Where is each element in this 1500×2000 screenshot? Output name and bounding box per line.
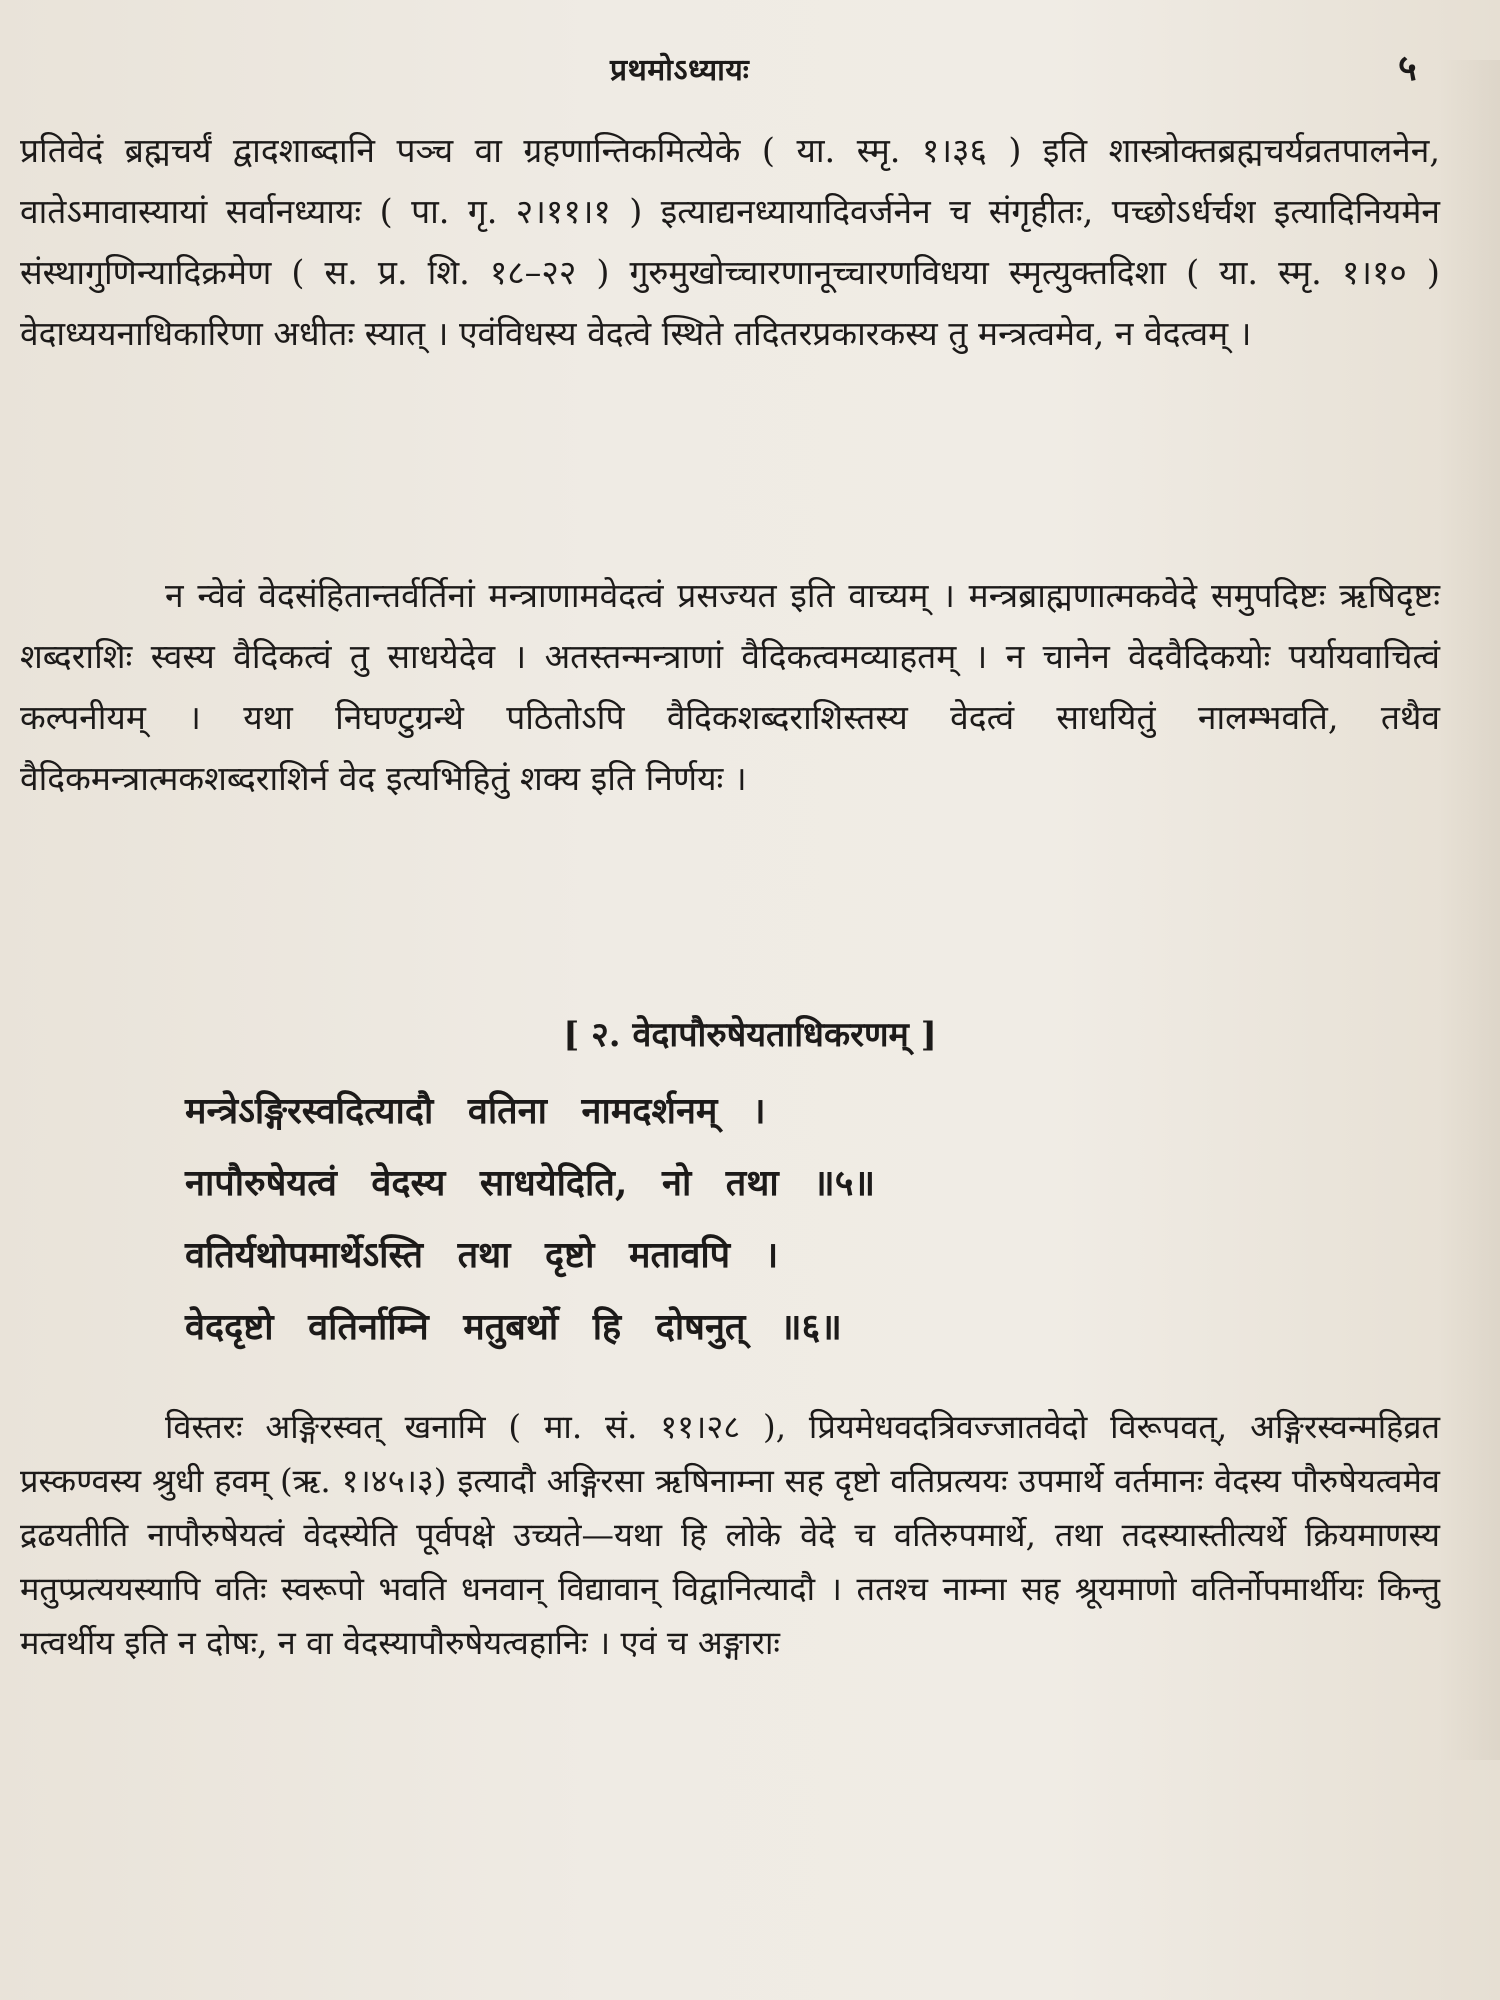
page-edge-shadow xyxy=(1440,60,1500,1760)
verse-line: नापौरुषेयत्वं वेदस्य साधयेदिति, नो तथा ॥५॥ xyxy=(185,1162,876,1204)
running-head: प्रथमोऽध्यायः xyxy=(610,53,750,88)
verse-line: वेददृष्टो वतिर्नाम्नि मतुबर्थो हि दोषनुत् ॥६॥ xyxy=(185,1306,842,1348)
verse-line: मन्त्रेऽङ्गिरस्वदित्यादौ वतिना नामदर्शनम् । xyxy=(185,1090,766,1132)
page-header xyxy=(0,38,1500,108)
verse-block xyxy=(185,1075,1365,1363)
paragraph-brahmacharya: प्रतिवेदं ब्रह्मचर्यं द्वादशाब्दानि पञ्च वा ग्रहणान्तिकमित्येके ( या. स्मृ. १।३६ ) इति शास्त्रोक्तब्रह्मचर्यव्रतपालनेन, वातेऽमावास्यायां सर्वानध्यायः ( पा. गृ. २।११।१ ) इत्याद्यनध्यायादिवर्जनेन च संगृहीतः, पच्छोऽर्धर्चश इत्यादिनियमेन संस्थागुणिन्यादिक्रमेण ( स. प्र. शि. १८–२२ ) गुरुमुखोच्चारणानूच्चारणविधया स्मृत्युक्तदिशा ( या. स्मृ. १।१० ) वेदाध्ययनाधिकारिणा अधीतः स्यात् । एवंविधस्य वेदत्वे स्थिते तदितरप्रकारकस्य तु मन्त्रत्वमेव, न वेदत्वम् । xyxy=(20,131,1440,353)
paragraph-mantra-veda: न न्वेवं वेदसंहितान्तर्वर्तिनां मन्त्राणामवेदत्वं प्रसज्यत इति वाच्यम् । मन्त्रब्राह्मणात्मकवेदे समुपदिष्टः ऋषिदृष्टः शब्दराशिः स्वस्य वैदिकत्वं तु साधयेदेव । अतस्तन्मन्त्राणां वैदिकत्वमव्याहतम् । न चानेन वेदवैदिकयोः पर्यायवाचित्वं कल्पनीयम् । यथा निघण्टुग्रन्थे पठितोऽपि वैदिकशब्दराशिस्तस्य वेदत्वं साधयितुं नालम्भवति, तथैव वैदिकमन्त्रात्मकशब्दराशिर्न वेद इत्यभिहितुं शक्य इति निर्णयः । xyxy=(20,576,1440,798)
verse-line: वतिर्यथोपमार्थेऽस्ति तथा दृष्टो मतावपि । xyxy=(185,1234,779,1276)
section-heading: [ २. वेदापौरुषेयताधिकरणम् ] xyxy=(563,1015,937,1055)
page-number: ५ xyxy=(1398,47,1417,89)
paragraph-vistara: विस्तरः अङ्गिरस्वत् खनामि ( मा. सं. ११।२८ ), प्रियमेधवदत्रिवज्जातवेदो विरूपवत्, अङ्गिरस्वन्महिव्रत प्रस्कण्वस्य श्रुधी हवम् (ऋ. १।४५।३) इत्यादौ अङ्गिरसा ऋषिनाम्ना सह दृष्टो वतिप्रत्ययः उपमार्थे वर्तमानः वेदस्य पौरुषेयत्वमेव द्रढयतीति नापौरुषेयत्वं वेदस्येति पूर्वपक्षे उच्यते—यथा हि लोके वेदे च वतिरुपमार्थे, तथा तदस्यास्तीत्यर्थे क्रियमाणस्य मतुप्प्रत्ययस्यापि वतिः स्वरूपो भवति धनवान् विद्यावान् विद्वानित्यादौ । ततश्च नाम्ना सह श्रूयमाणो वतिर्नोपमार्थीयः किन्तु मत्वर्थीय इति न दोषः, न वा वेदस्यापौरुषेयत्वहानिः । एवं च अङ्गाराः xyxy=(20,1408,1440,1662)
